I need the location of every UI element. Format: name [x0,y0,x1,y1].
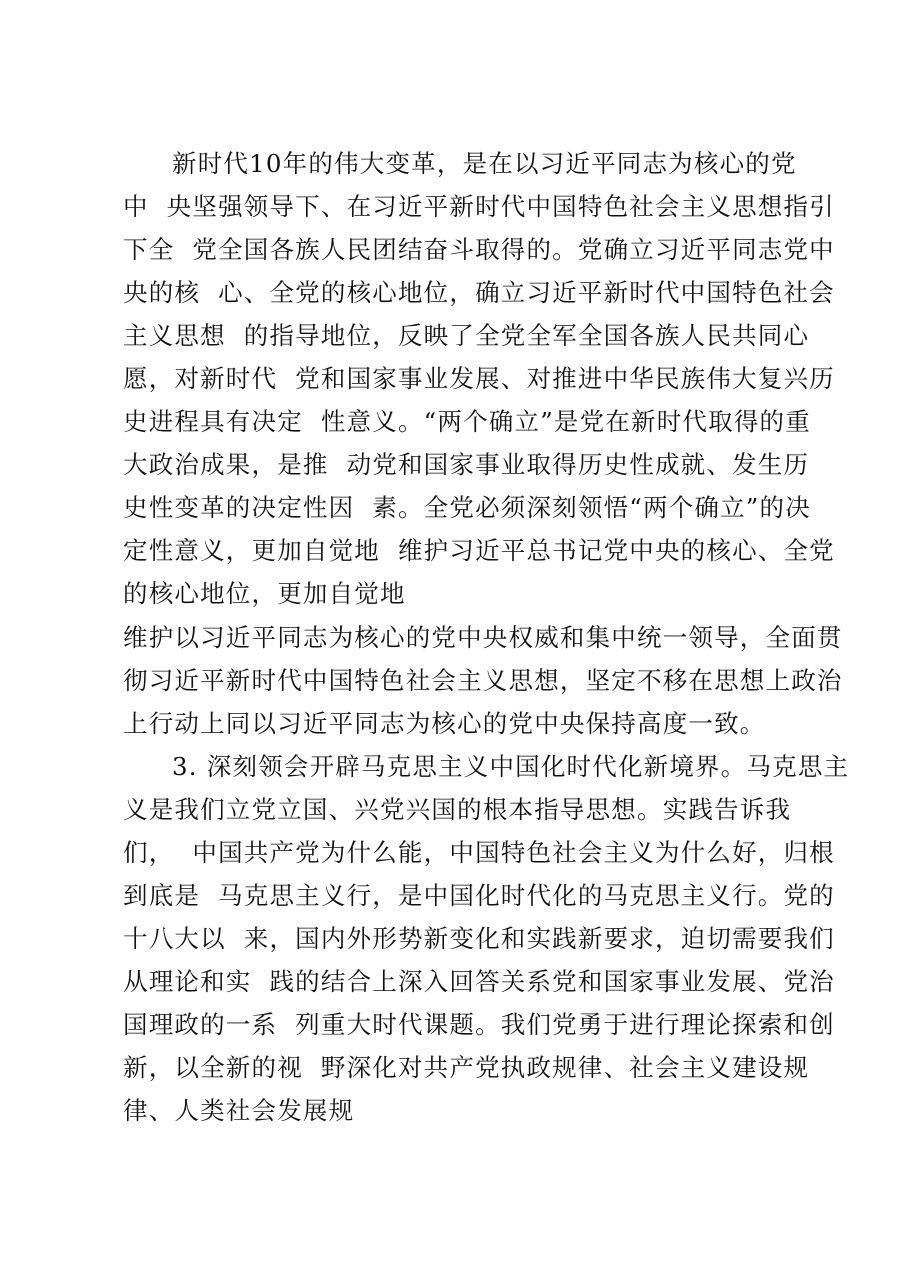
text-line: 下全 党全国各族人民团结奋斗取得的。党确立习近平同志党中 [123,235,835,264]
text-line: 愿，对新时代 党和国家事业发展、对推进中华民族伟大复兴历 [123,364,835,393]
text-line: 国理政的一系 列重大时代课题。我们党勇于进行理论探索和创 [123,1010,835,1039]
text-line: 律、人类社会发展规 [123,1096,355,1125]
text-line: 的核心地位，更加自觉地 [123,579,406,608]
text-line: 中 央坚强领导下、在习近平新时代中国特色社会主义思想指引 [123,192,835,221]
text-line: 十八大以 来，国内外形势新变化和实践新要求，迫切需要我们 [123,924,835,953]
text-line: 彻习近平新时代中国特色社会主义思想，坚定不移在思想上政治 [123,666,843,695]
text-line: 从理论和实 践的结合上深入回答关系党和国家事业发展、党治 [123,967,835,996]
text-line: 大政治成果，是推 动党和国家事业取得历史性成就、发生历 [123,450,810,479]
text-line: 义是我们立党立国、兴党兴国的根本指导思想。实践告诉我 [123,795,792,824]
text-line: 们， 中国共产党为什么能，中国特色社会主义为什么好，归根 [123,838,835,867]
text-line: 主义思想 的指导地位，反映了全党全军全国各族人民共同心 [123,321,810,350]
text-line: 定性意义，更加自觉地 维护习近平总书记党中央的核心、全党 [123,536,835,565]
text-line: 央的核 心、全党的核心地位，确立习近平新时代中国特色社会 [123,278,835,307]
text-line: 新时代10年的伟大变革，是在以习近平同志为核心的党 [172,149,797,178]
text-line: 史进程具有决定 性意义。“两个确立”是党在新时代取得的重 [123,407,811,436]
text-line: 上行动上同以习近平同志为核心的党中央保持高度一致。 [123,709,766,738]
text-line: 维护以习近平同志为核心的党中央权威和集中统一领导，全面贯 [123,623,843,652]
text-line: 新，以全新的视 野深化对共产党执政规律、社会主义建设规 [123,1053,810,1082]
text-line: 史性变革的决定性因 素。全党必须深刻领悟“两个确立”的决 [123,493,811,522]
text-line: 到底是 马克思主义行，是中国化时代化的马克思主义行。党的 [123,881,835,910]
text-line: 3. 深刻领会开辟马克思主义中国化时代化新境界。马克思主 [172,752,850,781]
